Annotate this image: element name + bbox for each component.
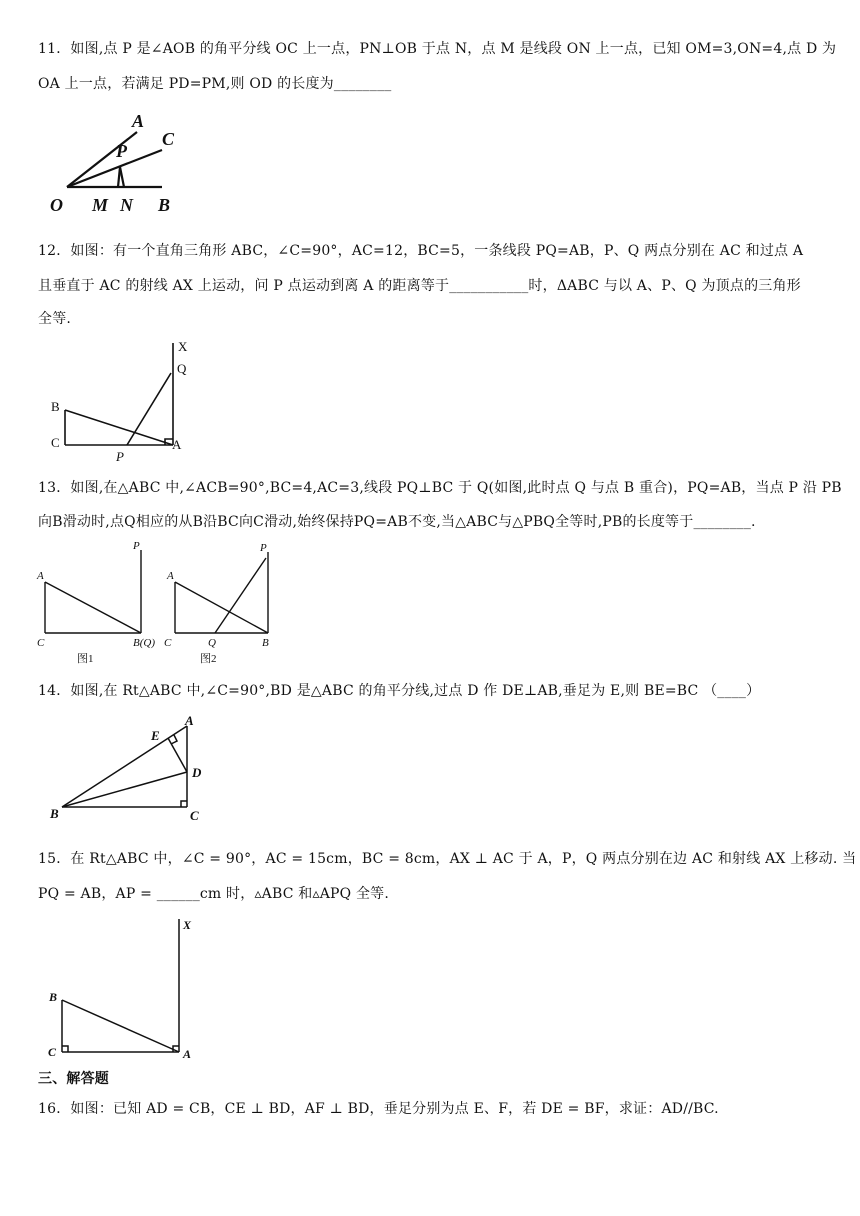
label-a: A [172, 437, 182, 452]
q12-figure [40, 335, 210, 470]
q13-figure-2 [160, 538, 290, 668]
q14-figure [40, 712, 220, 827]
q12-text-line1: 12．如图：有一个直角三角形 ABC，∠C=90°，AC=12，BC=5，一条线段 PQ=AB，P、Q 两点分别在 AC 和过点 A [38, 243, 804, 259]
label-m: M [92, 195, 109, 215]
label-d: D [192, 765, 202, 780]
q15-text-line2: PQ = AB，AP = ______cm 时，▵ABC 和▵APQ 全等. [38, 886, 390, 902]
label-n: N [120, 195, 133, 215]
label-e: E [151, 728, 160, 743]
q13-figure-1 [33, 538, 168, 668]
label-a: A [37, 570, 44, 582]
label-a: A [185, 713, 194, 728]
section-title: 三、解答题 [38, 1071, 109, 1087]
q16-text-line1: 16．如图：已知 AD = CB，CE ⊥ BD，AF ⊥ BD，垂足分别为点 E、F，若 DE = BF，求证：AD//BC. [38, 1101, 719, 1117]
label-b: B [262, 637, 269, 649]
label-x: X [183, 918, 192, 932]
label-q: Q [177, 361, 187, 376]
label-p: P [260, 542, 267, 554]
q12-text-line2: 且垂直于 AC 的射线 AX 上运动，问 P 点运动到离 A 的距离等于___________时，ΔABC 与以 A、P、Q 为顶点的三角形 [38, 278, 801, 294]
label-c: C [37, 637, 45, 649]
q11-figure [40, 105, 210, 220]
label-c: C [164, 637, 172, 649]
label-b: B [49, 990, 58, 1004]
label-b: B [158, 195, 171, 215]
label-x: X [178, 339, 188, 354]
q11-text-line2: OA 上一点，若满足 PD=PM,则 OD 的长度为________ [38, 76, 392, 92]
label-c: C [190, 808, 199, 823]
q11-text-line1: 11．如图,点 P 是∠AOB 的角平分线 OC 上一点，PN⊥OB 于点 N，点 M 是线段 ON 上一点，已知 OM=3,ON=4,点 D 为 [38, 41, 837, 57]
q12-text-line3: 全等. [38, 311, 72, 327]
label-a: A [132, 111, 145, 131]
label-p: P [116, 141, 127, 161]
label-p: P [133, 540, 140, 552]
q13-text-line1: 13．如图,在△ABC 中,∠ACB=90°,BC=4,AC=3,线段 PQ⊥BC 于 Q(如图,此时点 Q 与点 B 重合)，PQ=AB，当点 P 沿 PB [38, 480, 842, 496]
fig1-caption: 图1 [77, 653, 94, 665]
q15-figure [40, 915, 215, 1065]
label-q: Q [208, 637, 216, 649]
label-c: C [51, 435, 60, 450]
fig2-caption: 图2 [200, 653, 217, 665]
label-b: B [51, 399, 60, 414]
label-a: A [183, 1047, 192, 1061]
label-bq: B(Q) [133, 637, 155, 649]
label-p: P [116, 449, 124, 464]
label-c: C [48, 1045, 57, 1059]
label-o: O [50, 195, 63, 215]
q13-text-line2: 向B滑动时,点Q相应的从B沿BC向C滑动,始终保持PQ=AB不变,当△ABC与△PBQ全等时,PB的长度等于________. [38, 514, 756, 530]
q14-text-line1: 14．如图,在 Rt△ABC 中,∠C=90°,BD 是△ABC 的角平分线,过点 D 作 DE⊥AB,垂足为 E,则 BE=BC （____） [38, 683, 761, 699]
label-b: B [50, 806, 59, 821]
label-c: C [162, 129, 175, 149]
label-a: A [167, 570, 174, 582]
q15-text-line1: 15．在 Rt△ABC 中，∠C = 90°，AC = 15cm，BC = 8cm，AX ⊥ AC 于 A，P，Q 两点分别在边 AC 和射线 AX 上移动. 当 [38, 851, 857, 867]
